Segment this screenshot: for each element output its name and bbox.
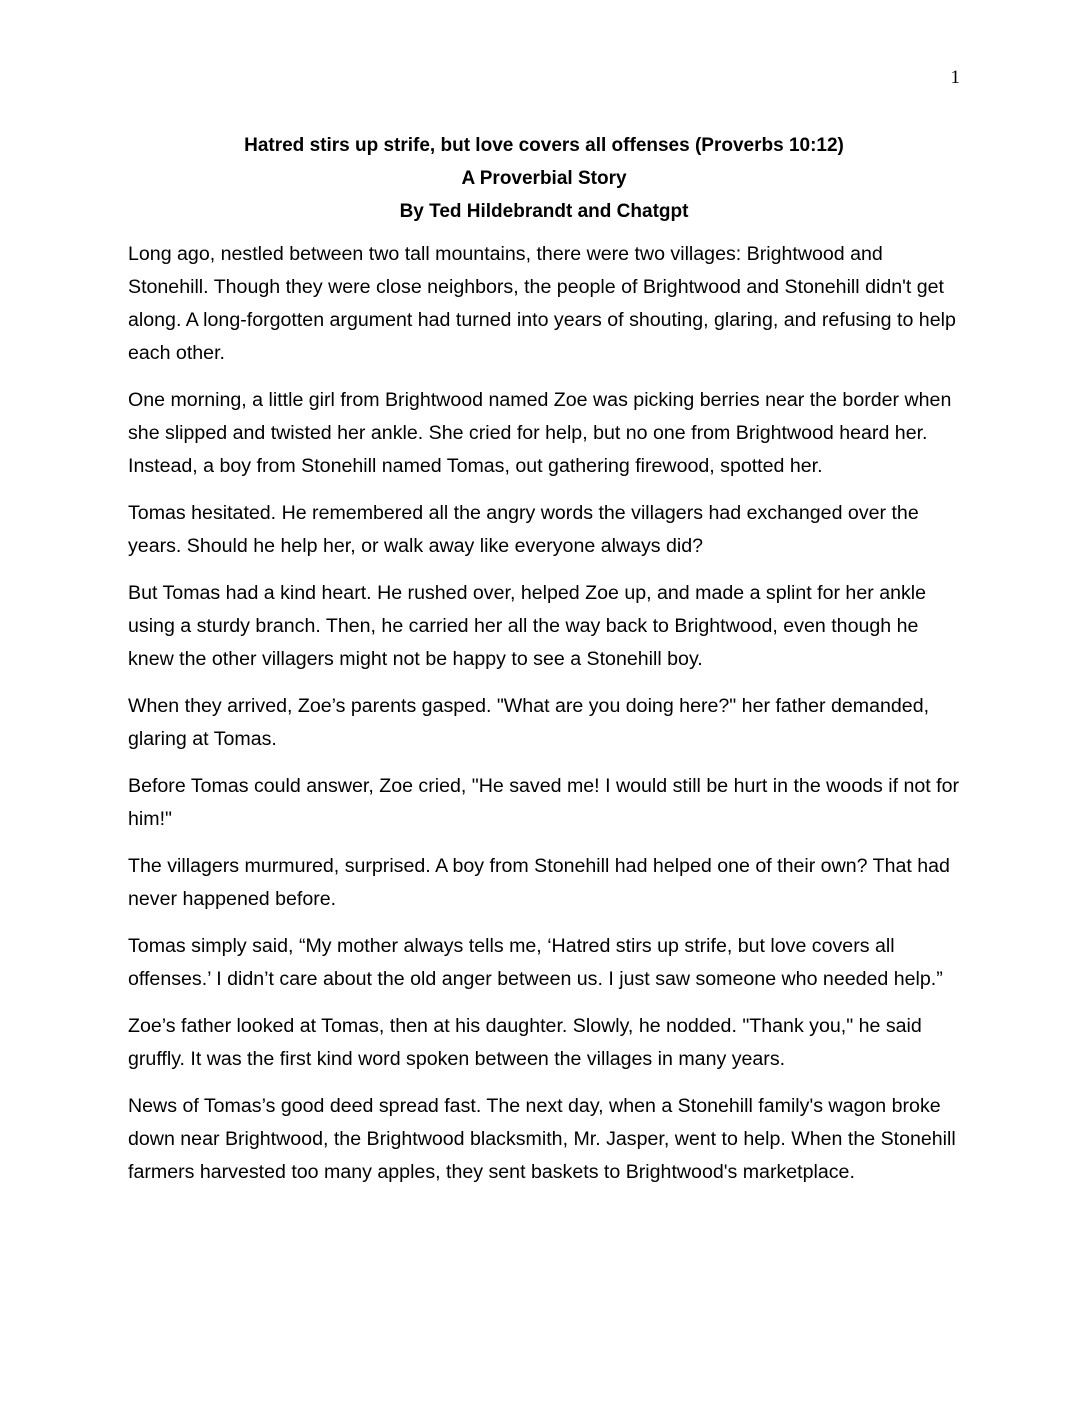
story-body [128, 238, 960, 1203]
paragraph: When they arrived, Zoe’s parents gasped. "What are you doing here?" her father demanded, glaring at Tomas. [128, 695, 930, 750]
story-byline: By Ted Hildebrandt and Chatgpt [399, 201, 689, 222]
story-subtitle: A Proverbial Story [461, 168, 627, 189]
paragraph: Tomas hesitated. He remembered all the angry words the villagers had exchanged over the years. Should he help her, or walk away like everyone always did? [128, 502, 919, 557]
title-block [128, 129, 960, 228]
paragraph: But Tomas had a kind heart. He rushed over, helped Zoe up, and made a splint for her ankle using a sturdy branch. Then, he carried her all the way back to Brightwood, even though he knew the other villagers might not be happy to see a Stonehill boy. [128, 582, 927, 670]
paragraph: Long ago, nestled between two tall mountains, there were two villages: Brightwood and Stonehill. Though they were close neighbors, the people of Brightwood and Stonehill didn't get along. A long-forgotten argument had turned into years of shouting, glaring, and refusing to help each other. [128, 243, 956, 364]
paragraph: News of Tomas’s good deed spread fast. The next day, when a Stonehill family's wagon broke down near Brightwood, the Brightwood blacksmith, Mr. Jasper, went to help. When the Stonehill farmers harvested too many apples, they sent baskets to Brightwood's marketplace. [128, 1095, 956, 1183]
paragraph: Tomas simply said, “My mother always tells me, ‘Hatred stirs up strife, but love covers all offenses.’ I didn’t care about the old anger between us. I just saw someone who needed help.” [128, 935, 943, 990]
page-number: 1 [950, 67, 960, 88]
story-title: Hatred stirs up strife, but love covers all offenses (Proverbs 10:12) [244, 135, 844, 156]
paragraph: Before Tomas could answer, Zoe cried, "He saved me! I would still be hurt in the woods if not for him!" [128, 775, 960, 830]
paragraph: One morning, a little girl from Brightwood named Zoe was picking berries near the border when she slipped and twisted her ankle. She cried for help, but no one from Brightwood heard her. Instead, a boy from Stonehill named Tomas, out gathering firewood, spotted her. [128, 389, 952, 477]
paragraph: The villagers murmured, surprised. A boy from Stonehill had helped one of their own? That had never happened before. [128, 855, 950, 910]
paragraph: Zoe’s father looked at Tomas, then at his daughter. Slowly, he nodded. "Thank you," he said gruffly. It was the first kind word spoken between the villages in many years. [128, 1015, 922, 1070]
